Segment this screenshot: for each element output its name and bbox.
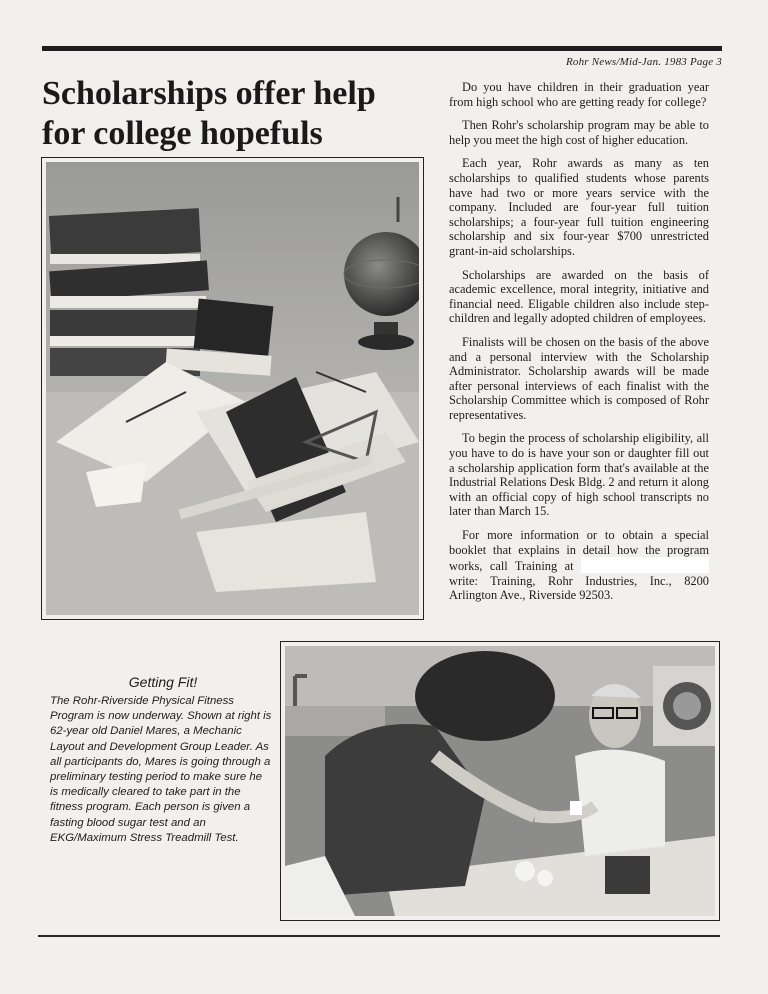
- article-paragraph: Scholarships are awarded on the basis of academic excellence, moral integrity, initiative and financial need. Eligable children also include step-children and legally adopted children of employees.: [449, 267, 709, 326]
- sidebar-title: Getting Fit!: [128, 674, 198, 690]
- article-paragraph: Do you have children in their graduation year from high school who are getting ready for college?: [449, 80, 709, 109]
- page-folio: Rohr News/Mid-Jan. 1983 Page 3: [565, 56, 722, 68]
- top-rule: [42, 46, 722, 51]
- scholarship-photo: [41, 157, 424, 620]
- article-paragraph: Each year, Rohr awards as many as ten scholarships to qualified students whose parents have had two or more years service with the company. Included are four-year full tuition scholarships; a four-year full tuition engineering scholarship and six four-year $700 unrestricted grant-in-aid scholarships.: [449, 156, 709, 258]
- contact-text-end: write: Training, Rohr Industries, Inc., 8200 Arlington Ave., Riverside 92503.: [449, 573, 709, 603]
- sidebar-body: The Rohr-Riverside Physical Fitness Program is now underway. Shown at right is 62-year old Daniel Mares, a Mechanic Layout and Development Group Leader. As all participants do, Mares is going through a preliminary testing period to make sure he is medically cleared to take part in the fitness program. Each person is given a fasting blood sugar test and an EKG/Maximum Stress Treadmill Test.: [50, 695, 272, 844]
- article-body: [449, 80, 709, 612]
- bottom-rule: [38, 935, 720, 937]
- blood-test-illustration: [285, 646, 715, 916]
- article-paragraph-contact: [449, 528, 709, 603]
- headline: Scholarships offer help for college hopefuls: [42, 75, 376, 152]
- contact-text-start: For more information or to obtain a special booklet that explains in detail how the program works, call Training at: [449, 528, 709, 574]
- article-paragraph: To begin the process of scholarship eligibility, all you have to do is have your son or daughter fill out a scholarship application form that's available at the Industrial Relations Desk Bldg. 2 and return it along with an official copy of high school transcripts no later than March 15.: [449, 431, 709, 519]
- fitness-test-photo: [280, 641, 720, 921]
- article-paragraph: Finalists will be chosen on the basis of the above and a personal interview with the Scholarship Administrator. Scholarship awards will be made after personal interviews of each finalist with the Scholarship Committee which is composed of Rohr representatives.: [449, 334, 709, 422]
- article-paragraph: Then Rohr's scholarship program may be able to help you meet the high cost of higher education.: [449, 118, 709, 147]
- books-and-globe-illustration: [46, 162, 419, 615]
- redacted-phone: [581, 557, 709, 573]
